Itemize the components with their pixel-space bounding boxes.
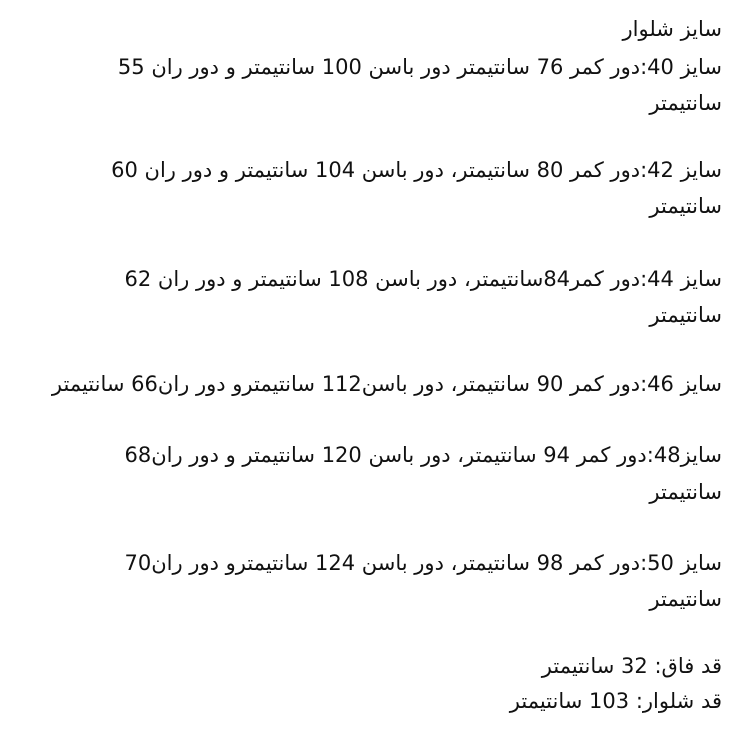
size-44-line-1: سایز 44:دور کمر84سانتیمتر، دور باسن 108 سانتیمتر و دور ران 62 [124,267,722,291]
size-50-line-2: سانتیمتر [649,587,722,611]
size-44-line-2: سانتیمتر [649,303,722,327]
size-42-line-1: سایز 42:دور کمر 80 سانتیمتر، دور باسن 104 سانتیمتر و دور ران 60 [111,158,722,182]
size-40-line-2: سانتیمتر [649,91,722,115]
inseam-length: قد فاق: 32 سانتیمتر [541,654,722,678]
size-48-line-1: سایز48:دور کمر 94 سانتیمتر، دور باسن 120 سانتیمتر و دور ران68 [124,443,722,467]
size-50-line-1: سایز 50:دور کمر 98 سانتیمتر، دور باسن 124 سانتیمترو دور ران70 [124,551,722,575]
size-48-line-2: سانتیمتر [649,480,722,504]
size-42-line-2: سانتیمتر [649,194,722,218]
pants-length: قد شلوار: 103 سانتیمتر [509,689,722,713]
size-40-line-1: سایز 40:دور کمر 76 سانتیمتر دور باسن 100 سانتیمتر و دور ران 55 [117,55,722,79]
size-46-line-1: سایز 46:دور کمر 90 سانتیمتر، دور باسن112 سانتیمترو دور ران66 سانتیمتر [51,372,722,396]
page-title: سایز شلوار [622,17,722,41]
